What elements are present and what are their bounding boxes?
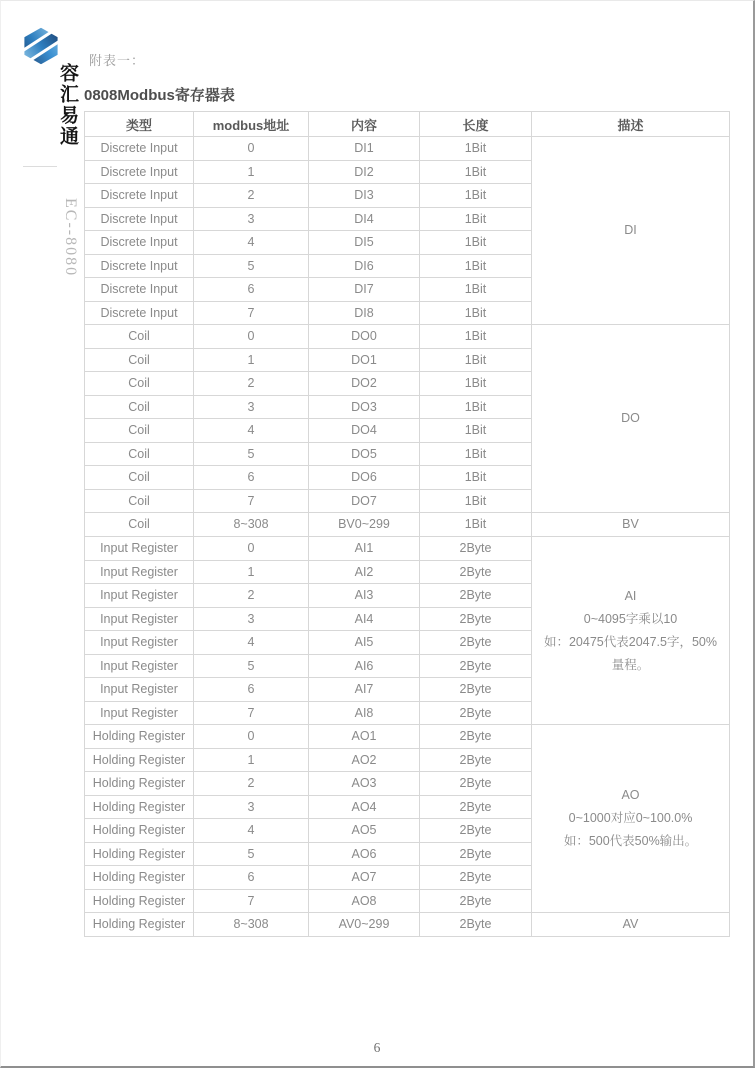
column-header-content: 内容 — [309, 112, 420, 137]
table-cell: Coil — [85, 325, 194, 349]
description-line: DO — [621, 411, 640, 425]
table-cell: 1Bit — [420, 325, 532, 349]
table-cell: 2 — [194, 772, 309, 796]
table-cell: Input Register — [85, 607, 194, 631]
table-cell: 3 — [194, 395, 309, 419]
table-cell: DO4 — [309, 419, 420, 443]
table-cell: 2Byte — [420, 537, 532, 561]
table-header — [85, 112, 730, 137]
table-cell: Coil — [85, 442, 194, 466]
table-cell: 1 — [194, 560, 309, 584]
table-cell: Input Register — [85, 631, 194, 655]
table-body — [85, 137, 730, 937]
table-cell: DI1 — [309, 137, 420, 161]
description-cell — [532, 913, 730, 937]
table-cell: 1Bit — [420, 372, 532, 396]
description-cell — [532, 537, 730, 725]
table-cell: DI8 — [309, 301, 420, 325]
table-cell: 1Bit — [420, 489, 532, 513]
table-cell: Coil — [85, 466, 194, 490]
table-cell: 1Bit — [420, 395, 532, 419]
table-cell: 1Bit — [420, 466, 532, 490]
table-cell: 2Byte — [420, 631, 532, 655]
table-cell: AO3 — [309, 772, 420, 796]
description-cell — [532, 325, 730, 513]
page-number: 6 — [373, 1040, 381, 1055]
modbus-register-table — [84, 111, 730, 937]
table-cell: 2Byte — [420, 866, 532, 890]
table-cell: 1Bit — [420, 207, 532, 231]
table-cell: 0 — [194, 725, 309, 749]
table-cell: AI5 — [309, 631, 420, 655]
table-cell: 4 — [194, 231, 309, 255]
table-cell: AO7 — [309, 866, 420, 890]
table-cell: DI6 — [309, 254, 420, 278]
table-cell: 2Byte — [420, 725, 532, 749]
table-cell: Coil — [85, 395, 194, 419]
table-cell: Holding Register — [85, 819, 194, 843]
table-cell: 2Byte — [420, 748, 532, 772]
table-cell: 2Byte — [420, 795, 532, 819]
model-number-vertical: EC--8080 — [62, 198, 79, 278]
description-line: 如：500代表50%输出。 — [563, 834, 698, 848]
page-sidebar — [1, 1, 84, 1066]
table-cell: 2Byte — [420, 607, 532, 631]
table-row — [85, 137, 730, 161]
description-line: AI — [624, 588, 637, 603]
table-cell: 6 — [194, 278, 309, 302]
table-cell: Holding Register — [85, 889, 194, 913]
description-line: DI — [624, 223, 637, 237]
table-cell: 4 — [194, 819, 309, 843]
table-cell: Input Register — [85, 560, 194, 584]
table-cell: DI3 — [309, 184, 420, 208]
description-cell — [532, 725, 730, 913]
table-row — [85, 725, 730, 749]
table-cell: Input Register — [85, 654, 194, 678]
table-header-row — [85, 112, 730, 137]
table-cell: 1Bit — [420, 160, 532, 184]
table-cell: DO7 — [309, 489, 420, 513]
table-cell: 2 — [194, 584, 309, 608]
table-cell: 7 — [194, 701, 309, 725]
table-cell: 7 — [194, 889, 309, 913]
table-row — [85, 537, 730, 561]
table-cell: 5 — [194, 842, 309, 866]
table-cell: DO3 — [309, 395, 420, 419]
table-cell: DO1 — [309, 348, 420, 372]
description-line: 0~1000对应0~100.0% — [568, 811, 693, 825]
table-cell: Discrete Input — [85, 278, 194, 302]
table-cell: AI1 — [309, 537, 420, 561]
table-cell: DO0 — [309, 325, 420, 349]
table-cell: 2Byte — [420, 701, 532, 725]
description-line: AO — [621, 788, 640, 802]
description-line: BV — [622, 517, 639, 531]
table-cell: Holding Register — [85, 913, 194, 937]
table-cell: Input Register — [85, 537, 194, 561]
table-cell: Holding Register — [85, 772, 194, 796]
table-cell: Input Register — [85, 678, 194, 702]
table-cell: 1 — [194, 348, 309, 372]
table-cell: Coil — [85, 513, 194, 537]
table-cell: Discrete Input — [85, 137, 194, 161]
table-cell: Holding Register — [85, 866, 194, 890]
table-cell: 7 — [194, 301, 309, 325]
table-cell: 1 — [194, 748, 309, 772]
table-cell: Discrete Input — [85, 160, 194, 184]
table-cell: Coil — [85, 372, 194, 396]
table-cell: 1Bit — [420, 137, 532, 161]
table-cell: 6 — [194, 866, 309, 890]
table-row — [85, 913, 730, 937]
table-cell: 4 — [194, 419, 309, 443]
table-cell: 1Bit — [420, 301, 532, 325]
table-cell: 0 — [194, 325, 309, 349]
table-row — [85, 513, 730, 537]
table-cell: 1Bit — [420, 184, 532, 208]
table-cell: AI3 — [309, 584, 420, 608]
table-cell: 2Byte — [420, 913, 532, 937]
brand-logo-icon — [22, 27, 60, 65]
table-cell: 1Bit — [420, 513, 532, 537]
table-cell: 1Bit — [420, 348, 532, 372]
table-title: 0808Modbus寄存器表 — [84, 87, 235, 104]
table-cell: 2Byte — [420, 819, 532, 843]
brand-name-vertical: 容汇易通 — [57, 63, 78, 147]
column-header-address: modbus地址 — [194, 112, 309, 137]
table-cell: 3 — [194, 607, 309, 631]
table-cell: 2Byte — [420, 842, 532, 866]
table-cell: 3 — [194, 795, 309, 819]
table-cell: 1 — [194, 160, 309, 184]
table-cell: Coil — [85, 489, 194, 513]
table-cell: 8~308 — [194, 913, 309, 937]
table-cell: AI8 — [309, 701, 420, 725]
table-cell: AI7 — [309, 678, 420, 702]
column-header-description: 描述 — [532, 112, 730, 137]
table-row — [85, 325, 730, 349]
table-cell: 1Bit — [420, 278, 532, 302]
table-cell: AI6 — [309, 654, 420, 678]
table-cell: DI5 — [309, 231, 420, 255]
table-cell: 6 — [194, 678, 309, 702]
table-cell: 1Bit — [420, 231, 532, 255]
sidebar-divider — [23, 166, 57, 167]
table-cell: Coil — [85, 348, 194, 372]
table-cell: 4 — [194, 631, 309, 655]
table-cell: 7 — [194, 489, 309, 513]
description-cell — [532, 513, 730, 537]
table-cell: Holding Register — [85, 842, 194, 866]
table-cell: AI4 — [309, 607, 420, 631]
table-cell: DI4 — [309, 207, 420, 231]
table-cell: Input Register — [85, 584, 194, 608]
column-header-length: 长度 — [420, 112, 532, 137]
table-cell: 2Byte — [420, 654, 532, 678]
table-cell: DO2 — [309, 372, 420, 396]
table-cell: AO2 — [309, 748, 420, 772]
table-cell: Discrete Input — [85, 184, 194, 208]
table-cell: 1Bit — [420, 419, 532, 443]
table-cell: AO1 — [309, 725, 420, 749]
table-cell: AO8 — [309, 889, 420, 913]
table-cell: 2 — [194, 372, 309, 396]
table-cell: Discrete Input — [85, 254, 194, 278]
description-line: 如：20475代表2047.5字，50%量程。 — [543, 634, 717, 672]
table-cell: DI2 — [309, 160, 420, 184]
table-cell: 2Byte — [420, 584, 532, 608]
table-cell: Holding Register — [85, 725, 194, 749]
table-cell: DO5 — [309, 442, 420, 466]
table-cell: 3 — [194, 207, 309, 231]
table-cell: AO6 — [309, 842, 420, 866]
table-cell: 6 — [194, 466, 309, 490]
column-header-type: 类型 — [85, 112, 194, 137]
table-cell: AI2 — [309, 560, 420, 584]
description-line: 0~4095字乘以10 — [583, 611, 678, 626]
table-cell: Discrete Input — [85, 301, 194, 325]
table-cell: 8~308 — [194, 513, 309, 537]
table-cell: BV0~299 — [309, 513, 420, 537]
table-cell: 2Byte — [420, 772, 532, 796]
description-cell — [532, 137, 730, 325]
description-line: AV — [622, 917, 639, 931]
table-cell: 1Bit — [420, 442, 532, 466]
table-cell: 2Byte — [420, 678, 532, 702]
table-cell: DI7 — [309, 278, 420, 302]
table-cell: 0 — [194, 537, 309, 561]
table-cell: Input Register — [85, 701, 194, 725]
table-cell: Discrete Input — [85, 207, 194, 231]
table-cell: Coil — [85, 419, 194, 443]
table-cell: Discrete Input — [85, 231, 194, 255]
table-cell: 1Bit — [420, 254, 532, 278]
table-cell: AO4 — [309, 795, 420, 819]
table-cell: AO5 — [309, 819, 420, 843]
table-cell: 2Byte — [420, 889, 532, 913]
table-cell: Holding Register — [85, 748, 194, 772]
table-cell: 2Byte — [420, 560, 532, 584]
table-cell: 0 — [194, 137, 309, 161]
table-cell: 2 — [194, 184, 309, 208]
appendix-label: 附表一： — [89, 53, 146, 68]
table-cell: 5 — [194, 654, 309, 678]
table-cell: 5 — [194, 442, 309, 466]
table-cell: AV0~299 — [309, 913, 420, 937]
table-cell: 5 — [194, 254, 309, 278]
table-cell: DO6 — [309, 466, 420, 490]
table-cell: Holding Register — [85, 795, 194, 819]
